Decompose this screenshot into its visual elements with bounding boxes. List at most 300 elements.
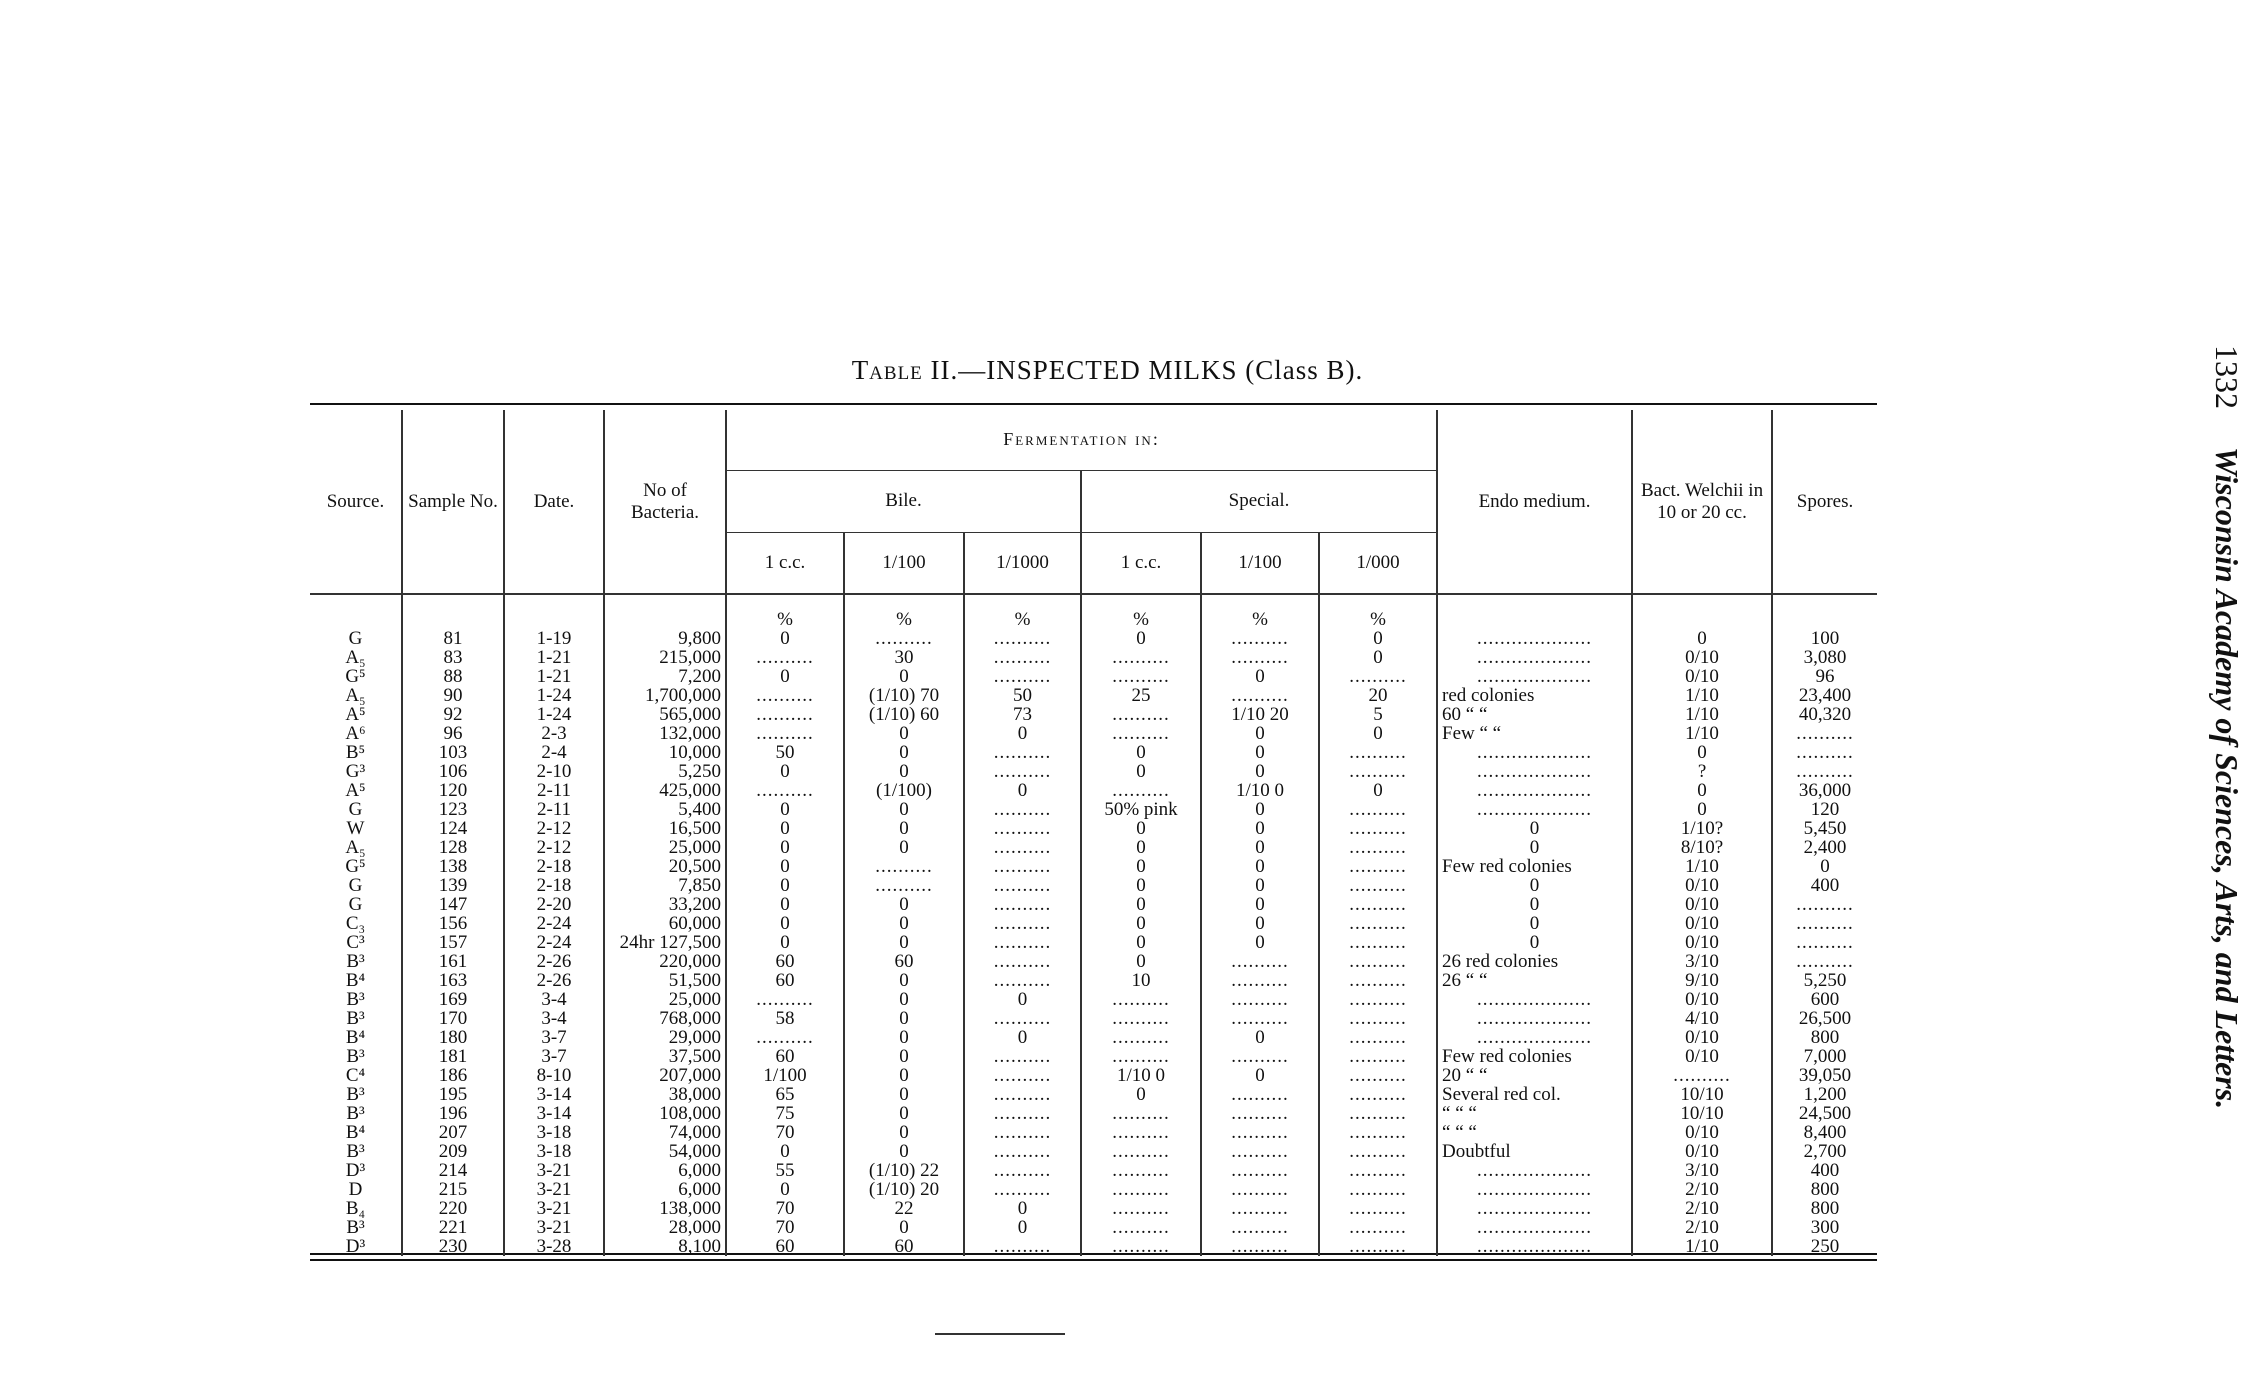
table-row <box>310 743 1877 762</box>
cell-date: 2-18 <box>504 857 604 876</box>
cell-source: A⁶ <box>345 723 366 744</box>
cell-bile-1-1000: .......... <box>964 819 1081 838</box>
cell-bacteria: 768,000 <box>604 1009 726 1028</box>
header-bile-1-100: 1/100 <box>844 532 964 594</box>
cell-sample-no: 170 <box>402 1009 504 1028</box>
cell-spores: 400 <box>1772 1161 1877 1180</box>
cell-special-1-100: 0 <box>1201 914 1319 933</box>
cell-special-1cc: 10 <box>1081 971 1201 990</box>
cell-bacteria: 7,850 <box>604 876 726 895</box>
cell-welchii: ? <box>1632 762 1772 781</box>
cell-sample-no: 196 <box>402 1104 504 1123</box>
cell-bacteria: 1,700,000 <box>604 686 726 705</box>
cell-sample-no: 163 <box>402 971 504 990</box>
cell-date: 2-24 <box>504 933 604 952</box>
cell-source: G <box>348 875 363 896</box>
cell-date: 2-24 <box>504 914 604 933</box>
cell-bile-1cc: .......... <box>726 705 844 724</box>
cell-special-1-100: .......... <box>1201 1180 1319 1199</box>
table-row <box>310 629 1877 648</box>
cell-source: B⁴ <box>345 1122 366 1143</box>
cell-bile-1cc: 0 <box>726 762 844 781</box>
cell-special-1-000: 0 <box>1319 724 1437 743</box>
cell-source: G <box>348 799 363 820</box>
cell-source: C₃ <box>345 913 366 934</box>
cell-bacteria: 8,100 <box>604 1237 726 1256</box>
cell-bacteria: 9,800 <box>604 629 726 648</box>
cell-spores: 250 <box>1772 1237 1877 1256</box>
cell-special-1-000: .......... <box>1319 667 1437 686</box>
cell-special-1-000: .......... <box>1319 800 1437 819</box>
cell-date: 3-21 <box>504 1199 604 1218</box>
cell-spores: 39,050 <box>1772 1066 1877 1085</box>
cell-special-1cc: .......... <box>1081 705 1201 724</box>
cell-special-1-100: 0 <box>1201 667 1319 686</box>
cell-source: B³ <box>346 1141 365 1162</box>
cell-bacteria: 132,000 <box>604 724 726 743</box>
cell-endo: .................... <box>1437 762 1632 781</box>
cell-date: 8-10 <box>504 1066 604 1085</box>
table-row <box>310 1047 1877 1066</box>
cell-date: 3-4 <box>504 1009 604 1028</box>
cell-welchii: 0/10 <box>1632 667 1772 686</box>
cell-bile-1-1000: .......... <box>964 1123 1081 1142</box>
cell-endo: 0 <box>1437 819 1632 838</box>
cell-bacteria: 74,000 <box>604 1123 726 1142</box>
cell-special-1cc: .......... <box>1081 990 1201 1009</box>
cell-special-1cc: 0 <box>1081 857 1201 876</box>
cell-endo: 0 <box>1437 895 1632 914</box>
cell-source: W <box>346 818 365 839</box>
cell-bile-1-100: 0 <box>844 800 964 819</box>
cell-date: 1-21 <box>504 667 604 686</box>
cell-bile-1-1000: .......... <box>964 1009 1081 1028</box>
cell-welchii: 0 <box>1632 629 1772 648</box>
cell-sample-no: 124 <box>402 819 504 838</box>
cell-source: B³ <box>346 1008 365 1029</box>
cell-bacteria: 7,200 <box>604 667 726 686</box>
table-row <box>310 895 1877 914</box>
table-row <box>310 724 1877 743</box>
cell-date: 3-28 <box>504 1237 604 1256</box>
cell-source: B⁵ <box>345 742 366 763</box>
cell-special-1-100: 0 <box>1201 857 1319 876</box>
cell-special-1cc: 0 <box>1081 876 1201 895</box>
cell-bile-1cc: 0 <box>726 914 844 933</box>
cell-sample-no: 157 <box>402 933 504 952</box>
cell-endo: 0 <box>1437 838 1632 857</box>
cell-sample-no: 120 <box>402 781 504 800</box>
cell-sample-no: 103 <box>402 743 504 762</box>
cell-special-1-000: .......... <box>1319 1104 1437 1123</box>
cell-bile-1cc: .......... <box>726 990 844 1009</box>
cell-date: 2-18 <box>504 876 604 895</box>
cell-bacteria: 51,500 <box>604 971 726 990</box>
cell-special-1cc: .......... <box>1081 648 1201 667</box>
cell-bile-1-100: 0 <box>844 914 964 933</box>
cell-spores: 5,450 <box>1772 819 1877 838</box>
cell-special-1-100: .......... <box>1201 1009 1319 1028</box>
cell-bile-1-100: (1/10) 20 <box>844 1180 964 1199</box>
cell-bacteria: 29,000 <box>604 1028 726 1047</box>
cell-bile-1-1000: .......... <box>964 876 1081 895</box>
cell-special-1-100: .......... <box>1201 1085 1319 1104</box>
cell-special-1cc: 0 <box>1081 629 1201 648</box>
cell-bile-1-100: 0 <box>844 1085 964 1104</box>
cell-date: 3-14 <box>504 1104 604 1123</box>
running-head <box>2205 345 2245 1110</box>
cell-bile-1cc: .......... <box>726 648 844 667</box>
cell-bile-1cc: .......... <box>726 686 844 705</box>
cell-bile-1cc: 75 <box>726 1104 844 1123</box>
cell-spores: .......... <box>1772 743 1877 762</box>
cell-spores: 96 <box>1772 667 1877 686</box>
cell-endo: 26 “ “ <box>1437 971 1632 990</box>
cell-sample-no: 221 <box>402 1218 504 1237</box>
cell-bile-1-1000: .......... <box>964 914 1081 933</box>
cell-sample-no: 92 <box>402 705 504 724</box>
cell-source: A₅ <box>345 647 366 668</box>
cell-bacteria: 10,000 <box>604 743 726 762</box>
cell-special-1cc: 50% pink <box>1081 800 1201 819</box>
cell-special-1-000: .......... <box>1319 1218 1437 1237</box>
cell-special-1-100: 0 <box>1201 724 1319 743</box>
cell-special-1cc: 1/10 0 <box>1081 1066 1201 1085</box>
table-title-text: II.—INSPECTED MILKS (Class B). <box>930 355 1364 385</box>
cell-bacteria: 54,000 <box>604 1142 726 1161</box>
cell-spores: 40,320 <box>1772 705 1877 724</box>
cell-bile-1-100: 30 <box>844 648 964 667</box>
cell-special-1cc: 0 <box>1081 819 1201 838</box>
cell-date: 1-24 <box>504 705 604 724</box>
cell-bacteria: 108,000 <box>604 1104 726 1123</box>
cell-spores: .......... <box>1772 914 1877 933</box>
cell-bile-1-100: 22 <box>844 1199 964 1218</box>
cell-bacteria: 6,000 <box>604 1161 726 1180</box>
cell-bacteria: 25,000 <box>604 838 726 857</box>
cell-source: B⁴ <box>345 1027 366 1048</box>
cell-bile-1-100: 0 <box>844 933 964 952</box>
cell-bacteria: 215,000 <box>604 648 726 667</box>
cell-endo: Few red colonies <box>1437 1047 1632 1066</box>
cell-special-1-100: .......... <box>1201 971 1319 990</box>
cell-endo: “ “ “ <box>1437 1104 1632 1123</box>
cell-sample-no: 195 <box>402 1085 504 1104</box>
cell-date: 3-4 <box>504 990 604 1009</box>
cell-bile-1cc: 0 <box>726 629 844 648</box>
cell-special-1cc: 0 <box>1081 914 1201 933</box>
table-row <box>310 648 1877 667</box>
cell-special-1-000: 20 <box>1319 686 1437 705</box>
cell-date: 2-12 <box>504 819 604 838</box>
cell-special-1-000: .......... <box>1319 838 1437 857</box>
table-row <box>310 1123 1877 1142</box>
cell-special-1-100: .......... <box>1201 1047 1319 1066</box>
cell-special-1-000: .......... <box>1319 1009 1437 1028</box>
cell-bile-1-1000: .......... <box>964 1161 1081 1180</box>
cell-special-1cc: .......... <box>1081 667 1201 686</box>
cell-endo: .................... <box>1437 1199 1632 1218</box>
cell-bile-1cc: 70 <box>726 1218 844 1237</box>
cell-endo: .................... <box>1437 648 1632 667</box>
cell-source: C³ <box>346 932 365 953</box>
cell-special-1-000: .......... <box>1319 1237 1437 1256</box>
cell-spores: 2,400 <box>1772 838 1877 857</box>
cell-bile-1-1000: .......... <box>964 667 1081 686</box>
cell-welchii: 8/10? <box>1632 838 1772 857</box>
header-special-1-100: 1/100 <box>1201 532 1319 594</box>
cell-special-1-000: .......... <box>1319 1161 1437 1180</box>
cell-bile-1-1000: .......... <box>964 1237 1081 1256</box>
cell-welchii: 0/10 <box>1632 933 1772 952</box>
cell-special-1-000: .......... <box>1319 762 1437 781</box>
cell-special-1cc: 25 <box>1081 686 1201 705</box>
cell-source: D³ <box>345 1236 366 1257</box>
cell-bile-1-1000: .......... <box>964 1180 1081 1199</box>
cell-welchii: 1/10 <box>1632 705 1772 724</box>
cell-special-1cc: .......... <box>1081 1142 1201 1161</box>
cell-source: G³ <box>345 761 366 782</box>
cell-source: C⁴ <box>345 1065 366 1086</box>
cell-bile-1-100: (1/10) 60 <box>844 705 964 724</box>
cell-special-1-100: .......... <box>1201 1142 1319 1161</box>
cell-endo: 0 <box>1437 933 1632 952</box>
cell-special-1-000: .......... <box>1319 819 1437 838</box>
cell-endo: .................... <box>1437 743 1632 762</box>
cell-welchii: 0 <box>1632 743 1772 762</box>
cell-bile-1cc: 0 <box>726 1142 844 1161</box>
cell-bacteria: 20,500 <box>604 857 726 876</box>
table-row <box>310 1237 1877 1256</box>
cell-special-1cc: .......... <box>1081 1161 1201 1180</box>
cell-special-1cc: .......... <box>1081 1180 1201 1199</box>
cell-source: A⁵ <box>345 704 366 725</box>
cell-welchii: .......... <box>1632 1066 1772 1085</box>
cell-endo: 0 <box>1437 876 1632 895</box>
cell-spores: 800 <box>1772 1028 1877 1047</box>
cell-bile-1-100: 0 <box>844 1066 964 1085</box>
cell-bile-1-100: 0 <box>844 762 964 781</box>
table-row <box>310 819 1877 838</box>
cell-bile-1-1000: .......... <box>964 933 1081 952</box>
cell-source: B³ <box>346 1103 365 1124</box>
cell-endo: Few red colonies <box>1437 857 1632 876</box>
cell-endo: .................... <box>1437 1161 1632 1180</box>
cell-endo: .................... <box>1437 1028 1632 1047</box>
table-row <box>310 1028 1877 1047</box>
cell-bile-1cc: .......... <box>726 1028 844 1047</box>
cell-endo: Several red col. <box>1437 1085 1632 1104</box>
cell-special-1-000: .......... <box>1319 1180 1437 1199</box>
cell-bile-1-1000: .......... <box>964 857 1081 876</box>
cell-bacteria: 207,000 <box>604 1066 726 1085</box>
cell-welchii: 0/10 <box>1632 1028 1772 1047</box>
cell-welchii: 0 <box>1632 781 1772 800</box>
cell-date: 3-18 <box>504 1123 604 1142</box>
cell-date: 2-4 <box>504 743 604 762</box>
cell-welchii: 1/10 <box>1632 724 1772 743</box>
cell-special-1-100: .......... <box>1201 1199 1319 1218</box>
cell-special-1-000: .......... <box>1319 933 1437 952</box>
table-row <box>310 990 1877 1009</box>
percent-sign: % <box>844 594 964 629</box>
table-row <box>310 1180 1877 1199</box>
cell-source: G <box>348 894 363 915</box>
cell-spores: 800 <box>1772 1199 1877 1218</box>
header-sample-no: Sample No. <box>402 410 504 594</box>
cell-special-1cc: .......... <box>1081 724 1201 743</box>
cell-bacteria: 16,500 <box>604 819 726 838</box>
table-row <box>310 705 1877 724</box>
cell-bile-1-100: 0 <box>844 895 964 914</box>
cell-bacteria: 33,200 <box>604 895 726 914</box>
percent-sign: % <box>726 594 844 629</box>
cell-special-1-000: .......... <box>1319 895 1437 914</box>
cell-special-1cc: .......... <box>1081 1104 1201 1123</box>
percent-sign: % <box>1319 594 1437 629</box>
cell-special-1-000: 0 <box>1319 781 1437 800</box>
cell-bile-1-1000: .......... <box>964 952 1081 971</box>
cell-bile-1cc: 60 <box>726 1047 844 1066</box>
header-special-1-000: 1/000 <box>1319 532 1437 594</box>
cell-bile-1-1000: .......... <box>964 648 1081 667</box>
cell-bile-1-100: 0 <box>844 667 964 686</box>
cell-special-1-000: .......... <box>1319 971 1437 990</box>
cell-source: G⁵ <box>345 856 366 877</box>
cell-bile-1cc: 0 <box>726 857 844 876</box>
cell-source: B³ <box>346 951 365 972</box>
cell-date: 3-21 <box>504 1180 604 1199</box>
cell-bile-1-1000: 0 <box>964 1199 1081 1218</box>
cell-bile-1-100: 0 <box>844 1142 964 1161</box>
cell-bile-1cc: .......... <box>726 781 844 800</box>
cell-welchii: 0 <box>1632 800 1772 819</box>
table-title <box>0 355 2215 386</box>
cell-date: 1-21 <box>504 648 604 667</box>
cell-date: 2-26 <box>504 971 604 990</box>
cell-bile-1cc: 55 <box>726 1161 844 1180</box>
cell-special-1-000: .......... <box>1319 952 1437 971</box>
cell-welchii: 2/10 <box>1632 1180 1772 1199</box>
cell-spores: 600 <box>1772 990 1877 1009</box>
cell-special-1cc: 0 <box>1081 762 1201 781</box>
cell-date: 1-19 <box>504 629 604 648</box>
cell-bile-1cc: 60 <box>726 952 844 971</box>
table-row <box>310 800 1877 819</box>
cell-special-1-000: .......... <box>1319 876 1437 895</box>
cell-sample-no: 138 <box>402 857 504 876</box>
cell-special-1cc: 0 <box>1081 743 1201 762</box>
cell-endo: 60 “ “ <box>1437 705 1632 724</box>
cell-special-1-000: 0 <box>1319 648 1437 667</box>
header-date: Date. <box>504 410 604 594</box>
cell-bile-1cc: 0 <box>726 895 844 914</box>
cell-special-1-100: 0 <box>1201 743 1319 762</box>
header-special-1cc: 1 c.c. <box>1081 532 1201 594</box>
table-row <box>310 762 1877 781</box>
cell-spores: 3,080 <box>1772 648 1877 667</box>
cell-bacteria: 25,000 <box>604 990 726 1009</box>
percent-sign: % <box>1201 594 1319 629</box>
cell-sample-no: 161 <box>402 952 504 971</box>
table-row <box>310 876 1877 895</box>
cell-special-1-000: .......... <box>1319 1085 1437 1104</box>
cell-special-1-100: 0 <box>1201 876 1319 895</box>
cell-bile-1cc: 70 <box>726 1123 844 1142</box>
cell-special-1cc: .......... <box>1081 781 1201 800</box>
cell-spores: .......... <box>1772 952 1877 971</box>
cell-bile-1-1000: 0 <box>964 1028 1081 1047</box>
cell-special-1-000: 5 <box>1319 705 1437 724</box>
table-title-prefix: Table <box>851 355 923 385</box>
cell-bile-1-100: .......... <box>844 876 964 895</box>
cell-endo: .................... <box>1437 990 1632 1009</box>
cell-special-1-100: 0 <box>1201 1028 1319 1047</box>
cell-bile-1-100: 0 <box>844 990 964 1009</box>
cell-date: 2-10 <box>504 762 604 781</box>
cell-bacteria: 5,400 <box>604 800 726 819</box>
cell-welchii: 2/10 <box>1632 1199 1772 1218</box>
table-row <box>310 838 1877 857</box>
cell-spores: 300 <box>1772 1218 1877 1237</box>
cell-bile-1cc: 70 <box>726 1199 844 1218</box>
percent-row <box>310 594 1877 629</box>
cell-bacteria: 6,000 <box>604 1180 726 1199</box>
cell-bile-1-1000: .......... <box>964 838 1081 857</box>
cell-spores: 7,000 <box>1772 1047 1877 1066</box>
cell-date: 2-12 <box>504 838 604 857</box>
cell-date: 3-7 <box>504 1047 604 1066</box>
cell-bile-1-1000: 0 <box>964 724 1081 743</box>
cell-sample-no: 81 <box>402 629 504 648</box>
cell-special-1-100: 0 <box>1201 1066 1319 1085</box>
cell-endo: .................... <box>1437 1218 1632 1237</box>
cell-welchii: 0/10 <box>1632 1047 1772 1066</box>
cell-special-1-100: 1/10 0 <box>1201 781 1319 800</box>
cell-bile-1cc: .......... <box>726 724 844 743</box>
cell-special-1-100: .......... <box>1201 990 1319 1009</box>
cell-special-1-100: 0 <box>1201 819 1319 838</box>
cell-special-1-100: .......... <box>1201 629 1319 648</box>
cell-bile-1-1000: 0 <box>964 990 1081 1009</box>
top-rule <box>310 403 1877 405</box>
cell-sample-no: 220 <box>402 1199 504 1218</box>
cell-welchii: 1/10 <box>1632 686 1772 705</box>
cell-bile-1-100: 0 <box>844 743 964 762</box>
cell-spores: 100 <box>1772 629 1877 648</box>
header-welchii: Bact. Welchii in 10 or 20 cc. <box>1632 410 1772 594</box>
cell-welchii: 9/10 <box>1632 971 1772 990</box>
cell-sample-no: 88 <box>402 667 504 686</box>
cell-spores: .......... <box>1772 762 1877 781</box>
cell-spores: 1,200 <box>1772 1085 1877 1104</box>
cell-sample-no: 230 <box>402 1237 504 1256</box>
cell-welchii: 0/10 <box>1632 914 1772 933</box>
cell-source: A⁵ <box>345 780 366 801</box>
cell-sample-no: 181 <box>402 1047 504 1066</box>
cell-bile-1-100: 0 <box>844 1218 964 1237</box>
cell-special-1-000: .......... <box>1319 1028 1437 1047</box>
cell-bile-1cc: 50 <box>726 743 844 762</box>
header-special: Special. <box>1081 470 1437 532</box>
cell-bacteria: 60,000 <box>604 914 726 933</box>
cell-special-1-100: .......... <box>1201 1123 1319 1142</box>
cell-endo: .................... <box>1437 629 1632 648</box>
cell-special-1-000: .......... <box>1319 743 1437 762</box>
cell-sample-no: 214 <box>402 1161 504 1180</box>
cell-bile-1-1000: .......... <box>964 762 1081 781</box>
cell-spores: 0 <box>1772 857 1877 876</box>
